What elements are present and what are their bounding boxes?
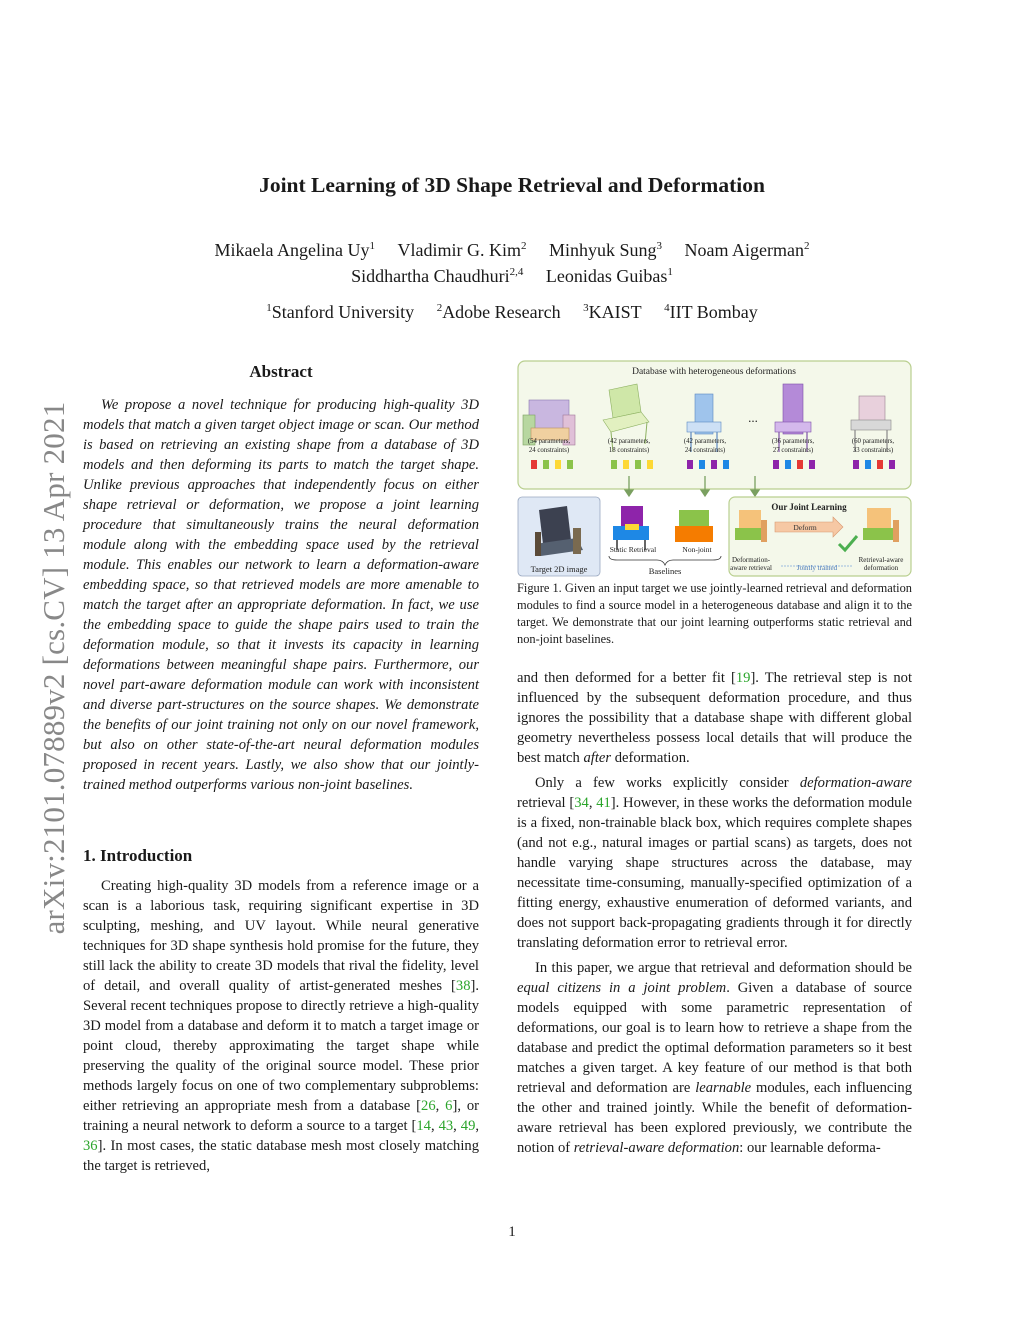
author: Siddhartha Chaudhuri$^{2,4}$ [351,266,524,286]
paragraph: Creating high-quality 3D models from a reference image or a scan is a laborious task, requiring significant expertise in 3D sculpting, meshing, and UV layout. While neural generative techniques for 3D shape synthesis hold promise for the future, they still lack the ability to create 3D models that rival the fidelity, level of detail, and overall quality of artist-generated meshes [38]. Several recent techniques propose to directly retrieve a high-quality 3D model from a database and deform it to match a target image or point cloud, thereby approximating the target shape while preserving the quality of the original source model. These prior methods largely focus on one of two complementary subproblems: either retrieving an appropriate mesh from a database [26, 6], or training a neural network to deform a source to a target [14, 43, 49, 36]. In most cases, the static database mesh most closely matching the target is retrieved, [83,878,480,1174]
figure-caption: Figure 1. Given an input target we use jointly-learned retrieval and deformation modules to find a source model in a heterogeneous database and align it to the target. We demonstrate that our joint learning outperforms static retrieval and non-joint baselines. [517,581,912,646]
introduction-text [83,876,479,1176]
paragraph: and then deformed for a better fit [19]. The retrieval step is not influenced by the subsequent deformation procedure, and thus ignores the possibility that a database shape with different global geometry nevertheless possess local details that will produce the best match after deformation. [517,670,912,766]
param-label: (54 parameters, [527,438,571,445]
citation-link[interactable]: 6 [445,1098,453,1114]
citation-link[interactable]: 19 [735,670,751,686]
jointly-trained-label: Jointly trained [796,564,838,572]
affiliation: $^4$IIT Bombay [664,302,758,322]
affiliation: $^3$KAIST [583,302,642,322]
author: Mikaela Angelina Uy$^1$ [214,240,375,260]
static-retrieval-chair-icon [613,506,649,550]
joint-learning-title: Our Joint Learning [771,502,847,512]
paragraph: Only a few works explicitly consider deformation-aware retrieval [34, 41]. However, in these works the deformation module is a fixed, non-trainable black box, which requires complete shapes (and not e.g., natural images or partial scans) as targets, does not handle varying shape structures across the database, may necessitate time-consuming, manually-specified optimization of a fitting energy, exhaustive enumeration of deformed variants, and does not support back-propagating gradients through it for directly translating deformation error to retrieval error. [517,775,912,951]
citation-link[interactable]: 14 [416,1118,431,1134]
baselines-brace [609,556,721,565]
param-label: 18 constraints) [608,447,650,454]
ellipsis: ... [748,410,758,425]
non-joint-chair-icon [675,510,713,542]
target-image-label: Target 2D image [530,564,588,574]
param-label: 27 constraints) [772,447,814,454]
affiliation: $^1$Stanford University [266,302,415,322]
author: Leonidas Guibas$^1$ [545,266,673,286]
abstract-text: We propose a novel technique for producing high-quality 3D models that match a given target object image or scan. Our method is based on retrieving an existing shape from a database of 3D models and then deforming its parts to match the target shape. Unlike previous approaches that independently focus on either shape retrieval or deformation, we propose a joint learning procedure that simultaneously trains the neural deformation module along with the embedding space used by the retrieval module. This enables our network to learn a deformation-aware embedding space, so that retrieved models are more amenable to match the target after an appropriate deformation. In fact, we use the embedding space to guide the shape pairs used to train the deformation module, so that it invests its capacity in learning deformations between meaningful shape pairs. Furthermore, our novel part-aware deformation module can work with inconsistent and diverse part-structures on the source shapes. We demonstrate the benefits of our joint training not only on our novel framework, but also on other state-of-the-art neural deformation modules proposed in recent years. Lastly, we also show that our jointly-trained method outperforms various non-joint baselines. [83,397,479,793]
retrieval-aware-label: deformation [863,564,899,572]
paragraph: In this paper, we argue that retrieval and deformation should be equal citizens in a joint problem. Given a database of source models equipped with some parametric representation of deformations, our goal is to learn how to retrieve a shape from the database and predict the optimal deformation parameters so it best matches a given target. A key feature of our method is that both retrieval and deformation are learnable modules, each influencing the other and trained jointly. While the benefit of deformation-aware retrieval has been explored previously, we contribute the notion of retrieval-aware deformation: our learnable deforma- [517,960,912,1156]
affiliation: $^2$Adobe Research [436,302,561,322]
abstract-heading: Abstract [249,362,313,381]
database-title: Database with heterogeneous deformations [632,367,796,377]
citation-link[interactable]: 43 [438,1118,454,1134]
param-label: 33 constraints) [852,447,894,454]
deformation-aware-label: aware retrieval [730,564,772,572]
non-joint-label: Non-joint [682,545,712,554]
author: Noam Aigerman$^2$ [684,240,810,260]
citation-link[interactable]: 38 [455,978,471,994]
page-number: 1 [508,1224,516,1240]
citation-link[interactable]: 34 [574,795,589,811]
deform-label: Deform [793,523,817,532]
citation-link[interactable]: 36 [83,1138,98,1154]
citation-link[interactable]: 49 [460,1118,476,1134]
param-label: (60 parameters, [851,438,895,445]
param-label: (36 parameters, [771,438,815,445]
param-label: 24 constraints) [684,447,726,454]
citation-link[interactable]: 41 [596,795,611,811]
param-label: (42 parameters, [683,438,727,445]
authors-line-1 [0,240,1024,261]
deformation-aware-label: Deformation- [731,556,771,564]
paper-title: Joint Learning of 3D Shape Retrieval and Deformation [259,173,765,197]
citation-link[interactable]: 26 [421,1098,436,1114]
affiliations [0,302,1024,323]
author: Vladimir G. Kim$^2$ [397,240,527,260]
introduction-heading: 1. Introduction [83,846,193,865]
param-label: (42 parameters, [607,438,651,445]
arxiv-side-label: arXiv:2101.07889v2 [cs.CV] 13 Apr 2021 [36,401,71,935]
figure-1 [517,360,912,578]
right-column-text [517,668,912,1158]
static-retrieval-label: Static Retrieval [609,545,657,554]
authors-line-2 [0,266,1024,287]
retrieval-aware-label: Retrieval-aware [858,556,904,564]
baselines-label: Baselines [648,566,682,576]
author: Minhyuk Sung$^3$ [548,240,662,260]
param-label: 24 constraints) [528,447,570,454]
